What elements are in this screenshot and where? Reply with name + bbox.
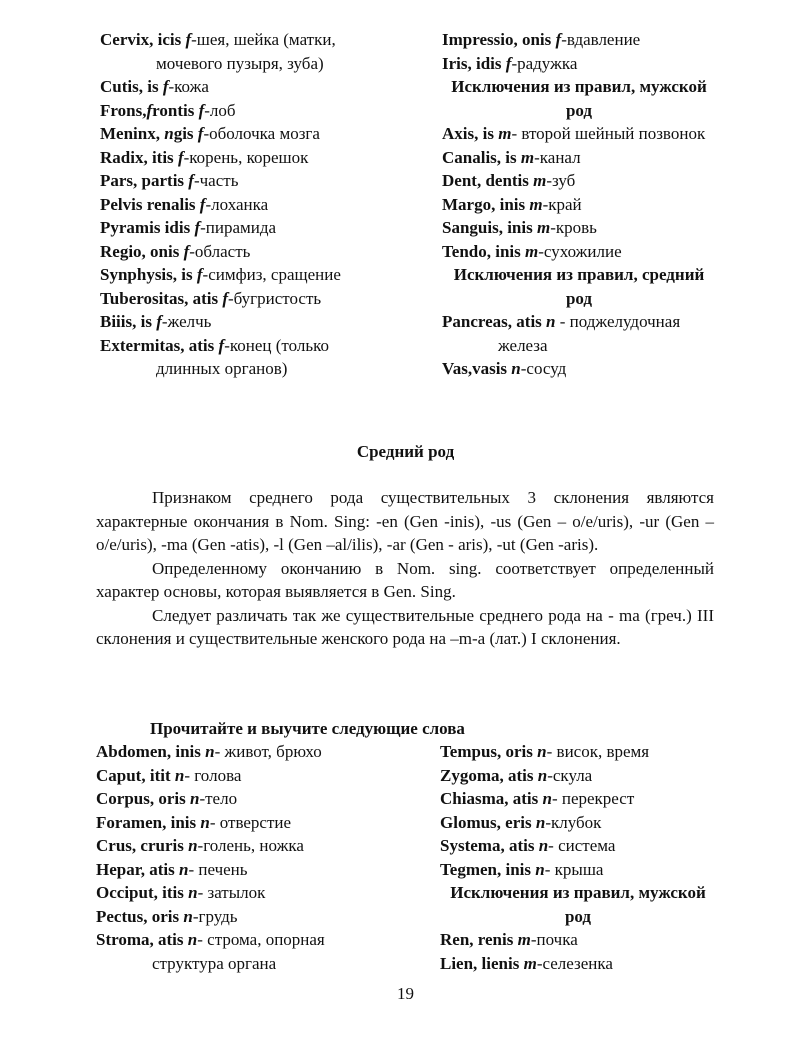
vocab-entry: Cutis, is f-кожа xyxy=(100,77,209,96)
vocab-entry: Occiput, itis n- затылок xyxy=(96,883,266,902)
vocab-entry: Glomus, eris n-клубок xyxy=(440,812,602,832)
vocab-entry: Foramen, inis n- отверстие xyxy=(96,812,292,832)
vocab-entry: Axis, is m- второй шейный позвонок xyxy=(442,124,706,143)
vocab-entry: Sanguis, inis m-кровь xyxy=(442,218,597,237)
vocab-entry: Vas,vasis n-сосуд xyxy=(442,359,567,378)
vocab-entry: Biiis, is f-желчь xyxy=(100,312,212,331)
read-and-learn-heading: Прочитайте и выучите следующие слова xyxy=(150,719,465,738)
neuter-words-right-column xyxy=(440,740,716,975)
vocab-entry: Pancreas, atis n - поджелудочная железа xyxy=(442,312,681,355)
vocab-entry: Iris, idis f-радужка xyxy=(442,53,578,73)
vocab-entry: Ren, renis m-почка xyxy=(440,930,578,949)
vocab-entry: Caput, itit n- голова xyxy=(96,765,242,785)
vocab-entry: Canalis, is m-канал xyxy=(442,147,581,167)
body-text xyxy=(96,486,714,651)
vocab-entry: Margo, inis m-край xyxy=(442,194,582,214)
vocab-entry: Regio, onis f-область xyxy=(100,241,251,261)
vocab-entry: Stroma, atis n- строма, опорная структура органа xyxy=(96,930,325,973)
vocab-entry: Synphysis, is f-симфиз, сращение xyxy=(100,265,341,284)
vocab-entry: Cervix, icis f-шея, шейка (матки, мочевого пузыря, зуба) xyxy=(100,30,336,73)
vocab-entry: Pectus, oris n-грудь xyxy=(96,906,238,926)
vocab-entry: Impressio, onis f-вдавление xyxy=(442,30,641,49)
exceptions-masculine-heading: Исключения из правил, мужской род xyxy=(450,883,706,926)
vocab-entry: Dent, dentis m-зуб xyxy=(442,171,576,190)
vocab-entry: Chiasma, atis n- перекрест xyxy=(440,789,635,808)
section-title: Средний род xyxy=(356,442,455,461)
paragraph: Признаком среднего рода существительных 3 склонения являются характерные окончания в Nom. Sing: -en (Gen -inis), -us (Gen – o/e/uris), -ur (Gen –o/e/uris), -ma (Gen -atis), -l (Gen –al/ilis), -ar (Gen - aris), -ut (Gen -aris). xyxy=(96,488,714,554)
vocab-entry: Meninx, ngis f-оболочка мозга xyxy=(100,124,320,143)
vocab-entry: Tempus, oris n- висок, время xyxy=(440,742,650,761)
vocab-entry: Frons,frontis f-лоб xyxy=(100,100,236,120)
feminine-words-left-column xyxy=(100,28,382,381)
vocab-entry: Pyramis idis f-пирамида xyxy=(100,218,277,237)
vocab-entry: Zygoma, atis n-скула xyxy=(440,765,593,785)
vocab-entry: Lien, lienis m-селезенка xyxy=(440,953,613,973)
vocab-entry: Tendo, inis m-сухожилие xyxy=(442,241,622,261)
paragraph: Определенному окончанию в Nom. sing. соответствует определенный характер основы, которая выявляется в Gen. Sing. xyxy=(96,558,714,601)
vocab-entry: Pelvis renalis f-лоханка xyxy=(100,194,269,214)
words-right-column xyxy=(442,28,716,381)
exceptions-neuter-heading: Исключения из правил, средний род xyxy=(453,265,705,308)
vocab-entry: Extermitas, atis f-конец (только длинных органов) xyxy=(100,335,330,378)
vocab-entry: Pars, partis f-часть xyxy=(100,171,239,190)
vocab-entry: Tegmen, inis n- крыша xyxy=(440,859,604,879)
page-number: 19 xyxy=(397,984,414,1003)
vocab-entry: Tuberositas, atis f-бугристость xyxy=(100,288,322,308)
vocab-entry: Abdomen, inis n- живот, брюхо xyxy=(96,742,322,761)
vocab-entry: Systema, atis n- система xyxy=(440,836,616,855)
vocab-entry: Crus, cruris n-голень, ножка xyxy=(96,836,304,855)
neuter-words-left-column xyxy=(96,740,386,975)
vocab-entry: Hepar, atis n- печень xyxy=(96,859,248,879)
vocab-entry: Corpus, oris n-тело xyxy=(96,789,238,808)
paragraph: Следует различать так же существительные среднего рода на - ma (греч.) III склонения и существительные женского рода на –m-a (лат.) I склонения. xyxy=(96,605,714,648)
exceptions-masculine-heading: Исключения из правил, мужской род xyxy=(451,77,707,120)
vocab-entry: Radix, itis f-корень, корешок xyxy=(100,147,309,167)
